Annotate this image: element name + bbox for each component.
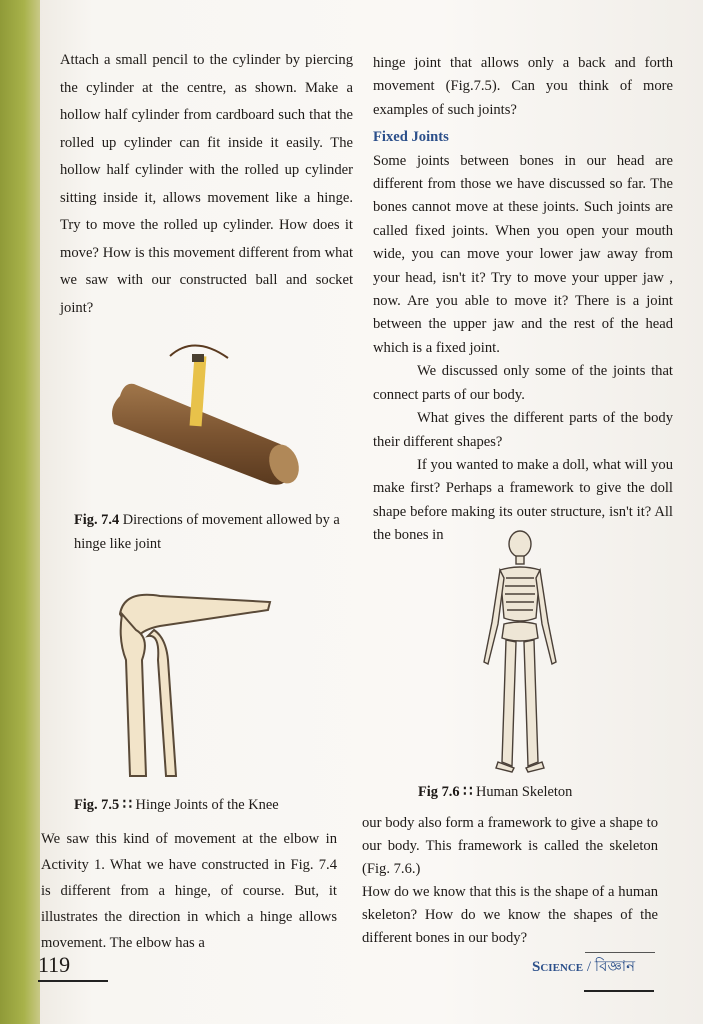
figure-7-4-label: Fig. 7.4	[74, 512, 120, 528]
footer-subject-english: Science	[532, 959, 584, 975]
footer-rule	[584, 990, 654, 992]
left-column-top-text	[60, 47, 353, 322]
figure-7-5-caption	[74, 793, 354, 817]
doll-paragraph: If you wanted to make a doll, what will you make first? Perhaps a framework to give the doll shape before making its outer structure, isn't it? All the bones in	[373, 456, 673, 544]
figure-7-6-label: Fig 7.6	[418, 784, 460, 800]
figure-7-5-separator: ∷	[122, 797, 132, 813]
figure-7-5-caption-text: Hinge Joints of the Knee	[135, 797, 279, 813]
elbow-paragraph: We saw this kind of movement at the elbow in Activity 1. What we have constructed in Fig. 7.4 is different from a hinge, of course. But, it illustrates the direction in which a hinge allows movement. The elbow has a	[41, 831, 337, 951]
hinge-continuation: hinge joint that allows only a back and forth movement (Fig.7.5). Can you think of more examples of such joints?	[373, 55, 673, 118]
fixed-joints-heading: Fixed Joints	[373, 129, 449, 146]
footer-subject	[532, 955, 635, 980]
figure-7-5-knee-joint	[100, 580, 290, 780]
fixed-joints-paragraph: Some joints between bones in our head are different from those we have discussed so far. The bones cannot move at these joints. Such joints are called fixed joints. When you open your mouth wide, you can move your lower jaw away from your head, isn't it? Try to move your upper jaw , now. Are you able to move it? There is a joint between the upper jaw and the rest of the head which is a fixed joint.	[373, 152, 673, 356]
book-spine-edge	[0, 0, 40, 1024]
right-column-bottom-text	[362, 812, 658, 950]
figure-7-5-label: Fig. 7.5	[74, 797, 120, 813]
figure-7-4-hinge-model	[100, 336, 310, 496]
figure-7-4-caption	[74, 508, 354, 556]
left-column-bottom-text	[41, 826, 337, 956]
page-number: 119	[38, 952, 71, 977]
footer-top-rule	[585, 952, 655, 953]
body-shapes-question: What gives the different parts of the body their different shapes?	[373, 410, 673, 450]
figure-7-6-separator: ∷	[463, 784, 473, 800]
page-number-rule	[38, 980, 108, 982]
figure-7-6-human-skeleton	[470, 526, 570, 778]
joints-summary-paragraph: We discussed only some of the joints that connect parts of our body.	[373, 363, 673, 403]
skeleton-framework-paragraph: our body also form a framework to give a shape to our body. This framework is called the skeleton (Fig. 7.6.)	[362, 815, 658, 877]
figure-7-6-caption-text: Human Skeleton	[475, 784, 573, 800]
figure-7-6-caption	[418, 780, 678, 804]
figure-7-4-caption-text: Directions of movement allowed by a hinge like joint	[74, 512, 340, 552]
skeleton-question-paragraph: How do we know that this is the shape of a human skeleton? How do we know the shapes of the different bones in our body?	[362, 884, 658, 946]
activity-paragraph: Attach a small pencil to the cylinder by piercing the cylinder at the centre, as shown. Make a hollow half cylinder from cardboard such that the rolled up cylinder can fit inside it easily. The hollow half cylinder with the rolled up cylinder sitting inside it, allows movement like a hinge. Try to move the rolled up cylinder. How does it move? How is this movement different from what we saw with our constructed ball and socket joint?	[60, 52, 353, 316]
right-column-top-text	[373, 52, 673, 548]
footer-subject-local: / বিজ্ঞান	[586, 959, 636, 975]
